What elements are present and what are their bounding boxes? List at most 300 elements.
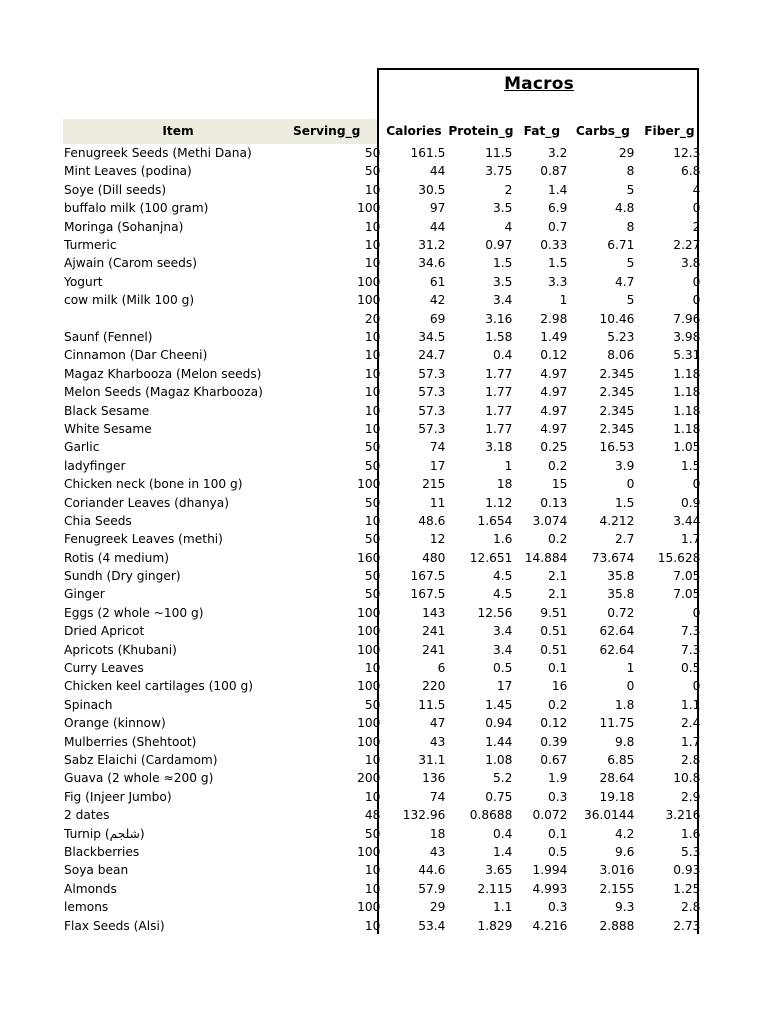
protein-cell[interactable]: 3.16 [485, 311, 513, 326]
item-cell[interactable]: Coriander Leaves (dhanya) [64, 495, 229, 510]
fat-cell[interactable]: 0.1 [548, 661, 568, 676]
fat-cell[interactable]: 0.33 [540, 238, 568, 253]
protein-cell[interactable]: 3.4 [493, 642, 513, 657]
fat-cell[interactable]: 2.98 [540, 311, 568, 326]
carbs-cell[interactable]: 35.8 [607, 587, 635, 602]
fat-cell[interactable]: 0.2 [548, 697, 568, 712]
carbs-cell[interactable]: 4.8 [615, 201, 635, 216]
protein-cell[interactable]: 4 [504, 219, 513, 234]
fat-cell[interactable]: 16 [551, 679, 568, 694]
item-cell[interactable]: Curry Leaves [64, 661, 144, 676]
carbs-cell[interactable]: 5 [626, 293, 635, 308]
fiber-cell[interactable]: 0 [692, 201, 701, 216]
fat-cell[interactable]: 4.97 [540, 421, 568, 436]
calories-cell[interactable]: 18 [429, 826, 446, 841]
protein-cell[interactable]: 3.4 [493, 293, 513, 308]
calories-cell[interactable]: 17 [429, 458, 446, 473]
serving-cell[interactable]: 50 [364, 146, 381, 161]
calories-cell[interactable]: 74 [429, 789, 446, 804]
serving-cell[interactable]: 50 [364, 587, 381, 602]
calories-cell[interactable]: 31.1 [418, 752, 446, 767]
fiber-cell[interactable]: 5.3 [681, 844, 701, 859]
carbs-cell[interactable]: 2.345 [599, 403, 635, 418]
fat-cell[interactable]: 0.12 [540, 348, 568, 363]
fat-cell[interactable]: 0.2 [548, 458, 568, 473]
calories-cell[interactable]: 215 [422, 477, 446, 492]
fat-cell[interactable]: 0.2 [548, 532, 568, 547]
item-cell[interactable]: White Sesame [64, 421, 152, 436]
calories-cell[interactable]: 31.2 [418, 238, 446, 253]
item-cell[interactable]: Dried Apricot [64, 624, 145, 639]
header-item[interactable]: Item [162, 124, 194, 139]
item-cell[interactable]: Mulberries (Shehtoot) [64, 734, 197, 749]
protein-cell[interactable]: 1.08 [485, 752, 513, 767]
fiber-cell[interactable]: 0 [692, 679, 701, 694]
item-cell[interactable]: ladyfinger [64, 458, 126, 473]
calories-cell[interactable]: 11.5 [418, 697, 446, 712]
serving-cell[interactable]: 160 [357, 550, 381, 565]
item-cell[interactable]: Apricots (Khubani) [64, 642, 177, 657]
fat-cell[interactable]: 9.51 [540, 605, 568, 620]
protein-cell[interactable]: 3.75 [485, 164, 513, 179]
carbs-cell[interactable]: 16.53 [599, 440, 635, 455]
protein-cell[interactable]: 1.829 [477, 918, 513, 933]
item-cell[interactable]: Melon Seeds (Magaz Kharbooza) [64, 385, 263, 400]
protein-cell[interactable]: 3.65 [485, 863, 513, 878]
calories-cell[interactable]: 57.3 [418, 403, 446, 418]
carbs-cell[interactable]: 5 [626, 182, 635, 197]
fiber-cell[interactable]: 1.7 [681, 734, 701, 749]
serving-cell[interactable]: 10 [364, 348, 381, 363]
serving-cell[interactable]: 200 [357, 771, 381, 786]
item-cell[interactable]: Spinach [64, 697, 113, 712]
protein-cell[interactable]: 1.12 [485, 495, 513, 510]
fat-cell[interactable]: 0.39 [540, 734, 568, 749]
protein-cell[interactable]: 0.94 [485, 716, 513, 731]
fiber-cell[interactable]: 1.18 [673, 421, 701, 436]
fat-cell[interactable]: 0.87 [540, 164, 568, 179]
protein-cell[interactable]: 0.4 [493, 826, 513, 841]
protein-cell[interactable]: 2 [504, 182, 513, 197]
serving-cell[interactable]: 50 [364, 440, 381, 455]
carbs-cell[interactable]: 11.75 [599, 716, 635, 731]
carbs-cell[interactable]: 4.212 [599, 513, 635, 528]
calories-cell[interactable]: 44.6 [418, 863, 446, 878]
item-cell[interactable]: Chia Seeds [64, 513, 132, 528]
item-cell[interactable]: Flax Seeds (Alsi) [64, 918, 165, 933]
fiber-cell[interactable]: 2.9 [681, 789, 701, 804]
calories-cell[interactable]: 61 [429, 274, 446, 289]
item-cell[interactable]: Guava (2 whole ≈200 g) [64, 771, 214, 786]
fat-cell[interactable]: 6.9 [548, 201, 568, 216]
fat-cell[interactable]: 0.1 [548, 826, 568, 841]
item-cell[interactable]: Chicken keel cartilages (100 g) [64, 679, 253, 694]
carbs-cell[interactable]: 9.6 [615, 844, 635, 859]
fat-cell[interactable]: 0.51 [540, 624, 568, 639]
carbs-cell[interactable]: 8 [626, 164, 635, 179]
serving-cell[interactable]: 100 [357, 844, 381, 859]
fiber-cell[interactable]: 2.8 [681, 752, 701, 767]
carbs-cell[interactable]: 2.345 [599, 421, 635, 436]
fiber-cell[interactable]: 7.05 [673, 569, 701, 584]
protein-cell[interactable]: 0.8688 [469, 808, 513, 823]
fiber-cell[interactable]: 2.4 [681, 716, 701, 731]
fiber-cell[interactable]: 1.18 [673, 385, 701, 400]
item-cell[interactable]: Black Sesame [64, 403, 150, 418]
item-cell[interactable]: Fenugreek Seeds (Methi Dana) [64, 146, 252, 161]
serving-cell[interactable]: 50 [364, 164, 381, 179]
serving-cell[interactable]: 100 [357, 201, 381, 216]
calories-cell[interactable]: 42 [429, 293, 446, 308]
calories-cell[interactable]: 34.5 [418, 330, 446, 344]
carbs-cell[interactable]: 4.7 [615, 274, 635, 289]
protein-cell[interactable]: 18 [496, 477, 513, 492]
item-cell[interactable]: Ginger [64, 587, 105, 602]
protein-cell[interactable]: 0.75 [485, 789, 513, 804]
carbs-cell[interactable]: 35.8 [607, 569, 635, 584]
fiber-cell[interactable]: 2.73 [673, 918, 701, 933]
calories-cell[interactable]: 143 [422, 605, 446, 620]
fiber-cell[interactable]: 5.31 [673, 348, 701, 363]
fiber-cell[interactable]: 1.5 [681, 458, 701, 473]
calories-cell[interactable]: 74 [429, 440, 446, 455]
calories-cell[interactable]: 53.4 [418, 918, 446, 933]
serving-cell[interactable]: 10 [364, 219, 381, 234]
fat-cell[interactable]: 1.5 [548, 256, 568, 271]
carbs-cell[interactable]: 1 [626, 661, 635, 676]
item-cell[interactable]: Fig (Injeer Jumbo) [64, 789, 172, 804]
item-cell[interactable]: Turnip (شلجم) [64, 826, 145, 841]
fiber-cell[interactable]: 0.5 [681, 661, 701, 676]
carbs-cell[interactable]: 10.46 [599, 311, 635, 326]
protein-cell[interactable]: 1 [504, 458, 513, 473]
carbs-cell[interactable]: 3.016 [599, 863, 635, 878]
serving-cell[interactable]: 10 [364, 918, 381, 933]
fiber-cell[interactable]: 1.18 [673, 403, 701, 418]
protein-cell[interactable]: 1.77 [485, 421, 513, 436]
item-cell[interactable]: Moringa (Sohanjna) [64, 219, 184, 234]
serving-cell[interactable]: 10 [364, 513, 381, 528]
fiber-cell[interactable]: 0.9 [681, 495, 701, 510]
protein-cell[interactable]: 4.5 [493, 587, 513, 602]
fat-cell[interactable]: 0.072 [532, 808, 568, 823]
calories-cell[interactable]: 43 [429, 844, 446, 859]
item-cell[interactable]: Mint Leaves (podina) [64, 164, 192, 179]
fiber-cell[interactable]: 0 [692, 477, 701, 492]
fiber-cell[interactable]: 1.6 [681, 826, 701, 841]
fiber-cell[interactable]: 4 [692, 182, 701, 197]
fat-cell[interactable]: 1 [559, 293, 568, 308]
item-cell[interactable]: Sabz Elaichi (Cardamom) [64, 752, 218, 767]
carbs-cell[interactable]: 4.2 [615, 826, 635, 841]
fiber-cell[interactable]: 10.8 [673, 771, 701, 786]
fiber-cell[interactable]: 0 [692, 274, 701, 289]
calories-cell[interactable]: 47 [429, 716, 446, 731]
calories-cell[interactable]: 11 [429, 495, 446, 510]
fiber-cell[interactable]: 1.7 [681, 532, 701, 547]
carbs-cell[interactable]: 8.06 [607, 348, 635, 363]
item-cell[interactable]: Blackberries [64, 844, 140, 859]
carbs-cell[interactable]: 8 [626, 219, 635, 234]
carbs-cell[interactable]: 2.345 [599, 385, 635, 400]
protein-cell[interactable]: 0.5 [493, 661, 513, 676]
protein-cell[interactable]: 1.58 [485, 330, 513, 344]
fiber-cell[interactable]: 3.44 [673, 513, 701, 528]
fiber-cell[interactable]: 2.27 [673, 238, 701, 253]
serving-cell[interactable]: 100 [357, 624, 381, 639]
calories-cell[interactable]: 57.3 [418, 421, 446, 436]
carbs-cell[interactable]: 2.345 [599, 366, 635, 381]
fiber-cell[interactable]: 1.18 [673, 366, 701, 381]
serving-cell[interactable]: 10 [364, 661, 381, 676]
item-cell[interactable]: Garlic [64, 440, 100, 455]
item-cell[interactable]: buffalo milk (100 gram) [64, 201, 209, 216]
item-cell[interactable]: lemons [64, 900, 109, 915]
calories-cell[interactable]: 69 [429, 311, 446, 326]
calories-cell[interactable]: 48.6 [418, 513, 446, 528]
calories-cell[interactable]: 97 [429, 201, 446, 216]
serving-cell[interactable]: 100 [357, 900, 381, 915]
fat-cell[interactable]: 4.993 [532, 881, 568, 896]
fiber-cell[interactable]: 12.3 [673, 146, 701, 161]
fat-cell[interactable]: 2.1 [548, 569, 568, 584]
protein-cell[interactable]: 17 [496, 679, 513, 694]
carbs-cell[interactable]: 19.18 [599, 789, 635, 804]
carbs-cell[interactable]: 62.64 [599, 642, 635, 657]
serving-cell[interactable]: 100 [357, 734, 381, 749]
serving-cell[interactable]: 100 [357, 642, 381, 657]
serving-cell[interactable]: 10 [364, 256, 381, 271]
calories-cell[interactable]: 220 [422, 679, 446, 694]
fiber-cell[interactable]: 1.25 [673, 881, 701, 896]
fat-cell[interactable]: 4.97 [540, 385, 568, 400]
fat-cell[interactable]: 4.216 [532, 918, 568, 933]
serving-cell[interactable]: 10 [364, 385, 381, 400]
calories-cell[interactable]: 167.5 [410, 587, 446, 602]
header-protein[interactable]: Protein_g [448, 124, 514, 139]
fiber-cell[interactable]: 7.96 [673, 311, 701, 326]
fiber-cell[interactable]: 7.3 [681, 624, 701, 639]
protein-cell[interactable]: 1.654 [477, 513, 513, 528]
protein-cell[interactable]: 12.56 [477, 605, 513, 620]
fat-cell[interactable]: 2.1 [548, 587, 568, 602]
fat-cell[interactable]: 4.97 [540, 366, 568, 381]
calories-cell[interactable]: 132.96 [402, 808, 446, 823]
protein-cell[interactable]: 4.5 [493, 569, 513, 584]
calories-cell[interactable]: 34.6 [418, 256, 446, 271]
serving-cell[interactable]: 50 [364, 458, 381, 473]
item-cell[interactable]: 2 dates [64, 808, 110, 823]
fat-cell[interactable]: 3.3 [548, 274, 568, 289]
protein-cell[interactable]: 11.5 [485, 146, 513, 161]
calories-cell[interactable]: 57.3 [418, 366, 446, 381]
fiber-cell[interactable]: 0.93 [673, 863, 701, 878]
fat-cell[interactable]: 0.3 [548, 789, 568, 804]
fat-cell[interactable]: 4.97 [540, 403, 568, 418]
protein-cell[interactable]: 3.5 [493, 201, 513, 216]
item-cell[interactable]: Saunf (Fennel) [64, 330, 153, 344]
header-calories[interactable]: Calories [386, 124, 442, 139]
carbs-cell[interactable]: 6.71 [607, 238, 635, 253]
item-cell[interactable]: Almonds [64, 881, 117, 896]
calories-cell[interactable]: 29 [429, 900, 446, 915]
fiber-cell[interactable]: 0 [692, 605, 701, 620]
item-cell[interactable]: Ajwain (Carom seeds) [64, 256, 198, 271]
serving-cell[interactable]: 10 [364, 863, 381, 878]
item-cell[interactable]: Sundh (Dry ginger) [64, 569, 181, 584]
fiber-cell[interactable]: 2.8 [681, 900, 701, 915]
carbs-cell[interactable]: 73.674 [591, 550, 635, 565]
protein-cell[interactable]: 0.4 [493, 348, 513, 363]
protein-cell[interactable]: 1.77 [485, 366, 513, 381]
protein-cell[interactable]: 3.5 [493, 274, 513, 289]
item-cell[interactable]: Turmeric [64, 238, 117, 253]
calories-cell[interactable]: 161.5 [410, 146, 446, 161]
serving-cell[interactable]: 50 [364, 826, 381, 841]
item-cell[interactable]: Rotis (4 medium) [64, 550, 169, 565]
fat-cell[interactable]: 0.51 [540, 642, 568, 657]
fiber-cell[interactable]: 1.1 [681, 697, 701, 712]
calories-cell[interactable]: 44 [429, 164, 446, 179]
fat-cell[interactable]: 0.7 [548, 219, 568, 234]
serving-cell[interactable]: 100 [357, 716, 381, 731]
serving-cell[interactable]: 100 [357, 274, 381, 289]
serving-cell[interactable]: 50 [364, 569, 381, 584]
serving-cell[interactable]: 100 [357, 477, 381, 492]
fiber-cell[interactable]: 7.3 [681, 642, 701, 657]
protein-cell[interactable]: 1.44 [485, 734, 513, 749]
calories-cell[interactable]: 480 [422, 550, 446, 565]
fiber-cell[interactable]: 1.05 [673, 440, 701, 455]
protein-cell[interactable]: 12.651 [469, 550, 513, 565]
protein-cell[interactable]: 1.4 [493, 844, 513, 859]
carbs-cell[interactable]: 9.8 [615, 734, 635, 749]
protein-cell[interactable]: 1.45 [485, 697, 513, 712]
carbs-cell[interactable]: 5.23 [607, 330, 635, 344]
item-cell[interactable]: Orange (kinnow) [64, 716, 166, 731]
fiber-cell[interactable]: 3.216 [665, 808, 701, 823]
serving-cell[interactable]: 50 [364, 697, 381, 712]
calories-cell[interactable]: 44 [429, 219, 446, 234]
protein-cell[interactable]: 2.115 [477, 881, 513, 896]
serving-cell[interactable]: 10 [364, 421, 381, 436]
calories-cell[interactable]: 12 [429, 532, 446, 547]
serving-cell[interactable]: 100 [357, 605, 381, 620]
item-cell[interactable]: Soya bean [64, 863, 129, 878]
serving-cell[interactable]: 10 [364, 366, 381, 381]
calories-cell[interactable]: 30.5 [418, 182, 446, 197]
item-cell[interactable] [63, 310, 293, 328]
protein-cell[interactable]: 1.5 [493, 256, 513, 271]
item-cell[interactable]: Fenugreek Leaves (methi) [64, 532, 223, 547]
calories-cell[interactable]: 136 [422, 771, 446, 786]
carbs-cell[interactable]: 62.64 [599, 624, 635, 639]
carbs-cell[interactable]: 0.72 [607, 605, 635, 620]
protein-cell[interactable]: 1.77 [485, 403, 513, 418]
item-cell[interactable]: Chicken neck (bone in 100 g) [64, 477, 243, 492]
carbs-cell[interactable]: 0 [626, 477, 635, 492]
serving-cell[interactable]: 20 [364, 311, 381, 326]
protein-cell[interactable]: 3.4 [493, 624, 513, 639]
fat-cell[interactable]: 1.9 [548, 771, 568, 786]
item-cell[interactable]: cow milk (Milk 100 g) [64, 293, 195, 308]
calories-cell[interactable]: 241 [422, 642, 446, 657]
protein-cell[interactable]: 5.2 [493, 771, 513, 786]
fiber-cell[interactable]: 3.98 [673, 330, 701, 344]
header-serving[interactable]: Serving_g [293, 124, 361, 139]
carbs-cell[interactable]: 5 [626, 256, 635, 271]
fiber-cell[interactable]: 0 [692, 293, 701, 308]
calories-cell[interactable]: 6 [437, 661, 446, 676]
fat-cell[interactable]: 15 [551, 477, 568, 492]
protein-cell[interactable]: 1.77 [485, 385, 513, 400]
serving-cell[interactable]: 10 [364, 238, 381, 253]
calories-cell[interactable]: 241 [422, 624, 446, 639]
serving-cell[interactable]: 48 [364, 808, 381, 823]
item-cell[interactable]: Eggs (2 whole ~100 g) [64, 605, 204, 620]
carbs-cell[interactable]: 9.3 [615, 900, 635, 915]
item-cell[interactable]: Magaz Kharbooza (Melon seeds) [64, 366, 262, 381]
carbs-cell[interactable]: 36.0144 [584, 808, 635, 823]
item-cell[interactable]: Cinnamon (Dar Cheeni) [64, 348, 208, 363]
serving-cell[interactable]: 10 [364, 403, 381, 418]
carbs-cell[interactable]: 29 [618, 146, 635, 161]
carbs-cell[interactable]: 1.5 [615, 495, 635, 510]
calories-cell[interactable]: 43 [429, 734, 446, 749]
protein-cell[interactable]: 1.6 [493, 532, 513, 547]
calories-cell[interactable]: 167.5 [410, 569, 446, 584]
fat-cell[interactable]: 0.25 [540, 440, 568, 455]
serving-cell[interactable]: 10 [364, 182, 381, 197]
carbs-cell[interactable]: 2.888 [599, 918, 635, 933]
carbs-cell[interactable]: 28.64 [599, 771, 635, 786]
carbs-cell[interactable]: 0 [626, 679, 635, 694]
calories-cell[interactable]: 24.7 [418, 348, 446, 363]
header-fat[interactable]: Fat_g [523, 124, 561, 139]
protein-cell[interactable]: 1.1 [493, 900, 513, 915]
fiber-cell[interactable]: 3.8 [681, 256, 701, 271]
carbs-cell[interactable]: 3.9 [615, 458, 635, 473]
fiber-cell[interactable]: 6.8 [681, 164, 701, 179]
calories-cell[interactable]: 57.3 [418, 385, 446, 400]
serving-cell[interactable]: 10 [364, 881, 381, 896]
fiber-cell[interactable]: 15.628 [657, 550, 701, 565]
serving-cell[interactable]: 10 [364, 330, 381, 344]
serving-cell[interactable]: 100 [357, 293, 381, 308]
fat-cell[interactable]: 14.884 [524, 550, 568, 565]
carbs-cell[interactable]: 6.85 [607, 752, 635, 767]
serving-cell[interactable]: 10 [364, 752, 381, 767]
fat-cell[interactable]: 0.3 [548, 900, 568, 915]
item-cell[interactable]: Yogurt [64, 274, 103, 289]
carbs-cell[interactable]: 2.155 [599, 881, 635, 896]
item-cell[interactable]: Soye (Dill seeds) [64, 182, 167, 197]
fat-cell[interactable]: 1.994 [532, 863, 568, 878]
header-carbs[interactable]: Carbs_g [575, 124, 630, 139]
serving-cell[interactable]: 100 [357, 679, 381, 694]
fiber-cell[interactable]: 7.05 [673, 587, 701, 602]
calories-cell[interactable]: 57.9 [418, 881, 446, 896]
fat-cell[interactable]: 0.5 [548, 844, 568, 859]
protein-cell[interactable]: 3.18 [485, 440, 513, 455]
carbs-cell[interactable]: 2.7 [615, 532, 635, 547]
protein-cell[interactable]: 0.97 [485, 238, 513, 253]
fat-cell[interactable]: 1.49 [540, 330, 568, 344]
serving-cell[interactable]: 50 [364, 532, 381, 547]
serving-cell[interactable]: 50 [364, 495, 381, 510]
fat-cell[interactable]: 0.67 [540, 752, 568, 767]
carbs-cell[interactable]: 1.8 [615, 697, 635, 712]
